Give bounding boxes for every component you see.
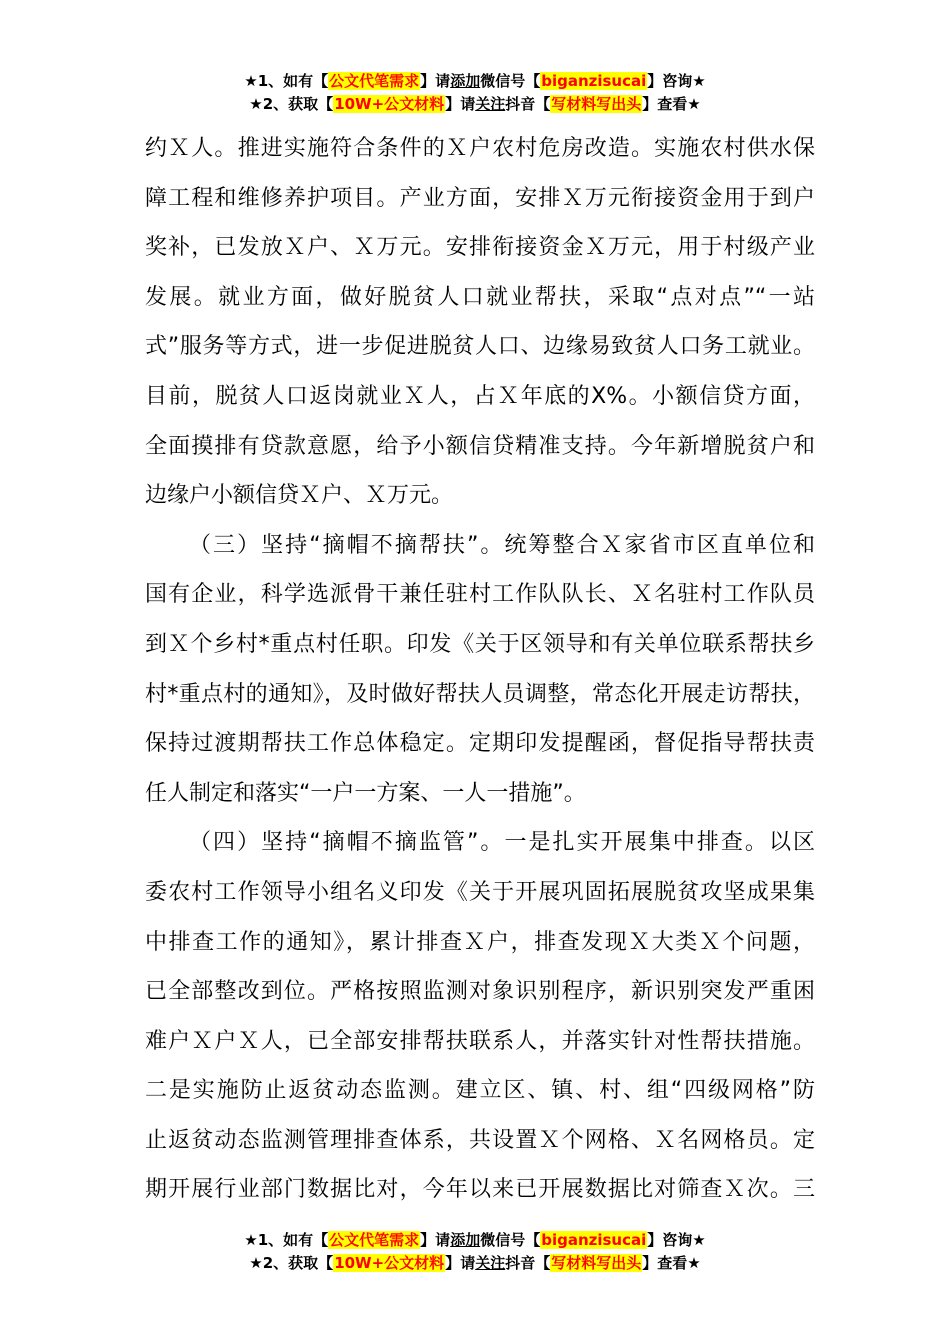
body-line: 难户Ｘ户Ｘ人，已全部安排帮扶联系人，并落实针对性帮扶措施。: [145, 1028, 815, 1054]
section-heading-3: （三）坚持“摘帽不摘帮扶”。统筹整合Ｘ家省市区直单位和: [189, 532, 815, 558]
body-line: 止返贫动态监测管理排查体系，共设置Ｘ个网格、Ｘ名网格员。定: [145, 1127, 815, 1153]
body-line: 国有企业，科学选派骨干兼任驻村工作队队长、Ｘ名驻村工作队员: [145, 582, 815, 608]
body-line: 委农村工作领导小组名义印发《关于开展巩固拓展脱贫攻坚成果集: [145, 879, 815, 905]
highlight-douyin-account: 写材料写出头: [551, 1254, 642, 1272]
highlight-wechat-id: biganzisucai: [541, 1231, 647, 1249]
body-line: 目前，脱贫人口返岗就业Ｘ人，占Ｘ年底的X%。小额信贷方面，: [145, 383, 815, 409]
body-line: 已全部整改到位。严格按照监测对象识别程序，新识别突发严重困: [145, 979, 815, 1005]
body-line: 发展。就业方面，做好脱贫人口就业帮扶，采取“点对点”“一站: [145, 284, 815, 310]
banner-line-2: ★2、获取【10W+公文材料】请关注抖音【写材料写出头】查看★: [249, 95, 701, 113]
body-line: 中排查工作的通知》，累计排查Ｘ户，排查发现Ｘ大类Ｘ个问题，: [145, 929, 815, 955]
highlight-ghostwriting: 公文代笔需求: [329, 72, 420, 90]
body-line: 奖补，已发放Ｘ户、Ｘ万元。安排衔接资金Ｘ万元，用于村级产业: [145, 235, 815, 261]
body-line: 任人制定和落实“一户一方案、一人一措施”。: [145, 780, 586, 806]
header-banner: [0, 70, 950, 116]
body-line: 约Ｘ人。推进实施符合条件的Ｘ户农村危房改造。实施农村供水保: [145, 136, 815, 161]
document-body: [145, 124, 815, 1215]
body-line: 村*重点村的通知》，及时做好帮扶人员调整，常态化开展走访帮扶，: [145, 681, 815, 707]
body-line: 到Ｘ个乡村*重点村任职。印发《关于区领导和有关单位联系帮扶乡: [145, 631, 815, 657]
banner-line-1: ★1、如有【公文代笔需求】请添加微信号【biganzisucai】咨询★: [244, 72, 706, 90]
body-line: 期开展行业部门数据比对，今年以来已开展数据比对筛查Ｘ次。三: [145, 1177, 815, 1203]
body-line: 式”服务等方式，进一步促进脱贫人口、边缘易致贫人口务工就业。: [145, 334, 815, 360]
highlight-ghostwriting: 公文代笔需求: [329, 1231, 420, 1249]
highlight-materials: 10W+公文材料: [334, 1254, 445, 1272]
highlight-wechat-id: biganzisucai: [541, 72, 647, 90]
body-line: 全面摸排有贷款意愿，给予小额信贷精准支持。今年新增脱贫户和: [145, 433, 815, 459]
body-line: 保持过渡期帮扶工作总体稳定。定期印发提醒函，督促指导帮扶责: [145, 731, 815, 757]
body-line: 障工程和维修养护项目。产业方面，安排Ｘ万元衔接资金用于到户: [145, 185, 815, 211]
body-line: 二是实施防止返贫动态监测。建立区、镇、村、组“四级网格”防: [145, 1078, 815, 1104]
highlight-douyin-account: 写材料写出头: [551, 95, 642, 113]
highlight-materials: 10W+公文材料: [334, 95, 445, 113]
banner-line-1: ★1、如有【公文代笔需求】请添加微信号【biganzisucai】咨询★: [244, 1231, 706, 1249]
banner-line-2: ★2、获取【10W+公文材料】请关注抖音【写材料写出头】查看★: [249, 1254, 701, 1272]
section-heading-4: （四）坚持“摘帽不摘监管”。一是扎实开展集中排查。以区: [189, 830, 815, 856]
body-line: 边缘户小额信贷Ｘ户、Ｘ万元。: [145, 483, 454, 509]
footer-banner: [0, 1229, 950, 1275]
